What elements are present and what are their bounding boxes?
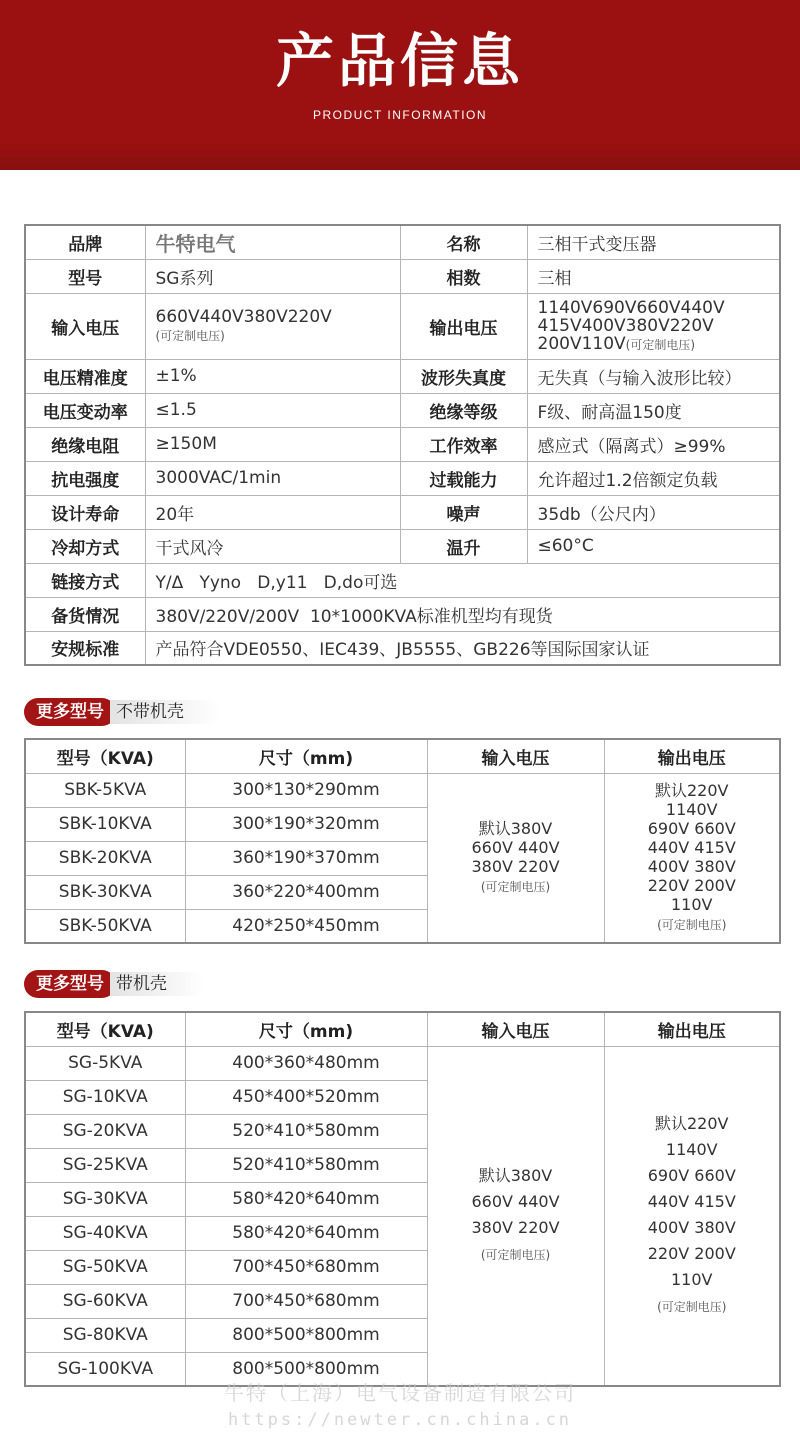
spec-value: 感应式（隔离式）≥99% (527, 427, 780, 461)
voltage-line: 220V 200V (647, 875, 736, 895)
voltage-line: 400V 380V (647, 856, 736, 876)
spec-value: 产品符合VDE0550、IEC439、JB5555、GB226等国际国家认证 (145, 631, 780, 665)
spec-key: 输入电压 (25, 293, 145, 359)
spec-row (25, 259, 780, 293)
custom-voltage-note: (可定制电压) (480, 1248, 551, 1263)
column-header: 尺寸（mm) (185, 739, 427, 773)
spec-row (25, 563, 780, 597)
table-row (25, 773, 780, 807)
spec-key: 温升 (400, 529, 527, 563)
model-cell: SG-25KVA (25, 1148, 185, 1182)
model-cell: SG-80KVA (25, 1318, 185, 1352)
spec-key: 品牌 (25, 225, 145, 259)
size-cell: 520*410*580mm (185, 1148, 427, 1182)
spec-value: 干式风冷 (145, 529, 400, 563)
model-table-with-case (24, 1011, 781, 1387)
size-cell: 400*360*480mm (185, 1046, 427, 1080)
spec-key: 冷却方式 (25, 529, 145, 563)
custom-voltage-note: (可定制电压) (155, 328, 225, 343)
spec-key: 链接方式 (25, 563, 145, 597)
spec-key: 波形失真度 (400, 359, 527, 393)
spec-value: 允许超过1.2倍额定负载 (527, 461, 780, 495)
spec-key: 绝缘等级 (400, 393, 527, 427)
spec-row (25, 461, 780, 495)
spec-table (24, 224, 781, 666)
voltage-line: 220V 200V (647, 1244, 736, 1264)
input-voltage-cell (427, 773, 604, 943)
model-cell: SG-5KVA (25, 1046, 185, 1080)
voltage-line: 660V 440V (471, 837, 560, 857)
page-subtitle: PRODUCT INFORMATION (312, 108, 488, 122)
spec-value: 无失真（与输入波形比较） (527, 359, 780, 393)
spec-key: 工作效率 (400, 427, 527, 461)
table-header-row (25, 1012, 780, 1046)
voltage-line: 默认220V (655, 780, 729, 800)
spec-row (25, 393, 780, 427)
model-table-no-case (24, 738, 781, 944)
spec-row (25, 225, 780, 259)
voltage-line: 380V 220V (471, 1218, 560, 1238)
voltage-line: 440V 415V (647, 837, 736, 857)
section-tag-no-case (24, 698, 222, 726)
spec-key: 安规标准 (25, 631, 145, 665)
column-header: 输入电压 (427, 1012, 604, 1046)
voltage-line: 380V 220V (471, 856, 560, 876)
spec-value: SG系列 (145, 259, 400, 293)
spec-value: F级、耐高温150度 (527, 393, 780, 427)
column-header: 输出电压 (604, 739, 780, 773)
size-cell: 800*500*800mm (185, 1318, 427, 1352)
spec-value: 380V/220V/200V 10*1000KVA标准机型均有现货 (145, 597, 780, 631)
page-title: 产品信息 (275, 27, 524, 95)
size-cell: 300*190*320mm (185, 807, 427, 841)
spec-key: 过载能力 (400, 461, 527, 495)
spec-key: 输出电压 (400, 293, 527, 359)
voltage-line: 440V 415V (647, 1192, 736, 1212)
model-cell: SG-100KVA (25, 1352, 185, 1386)
model-cell: SG-10KVA (25, 1080, 185, 1114)
spec-key: 型号 (25, 259, 145, 293)
spec-row (25, 293, 780, 359)
output-voltage-cell (604, 773, 780, 943)
spec-value (527, 293, 780, 359)
model-cell: SG-60KVA (25, 1284, 185, 1318)
section-label: 不带机壳 (110, 700, 222, 724)
model-cell: SBK-30KVA (25, 875, 185, 909)
table-row (25, 1046, 780, 1080)
size-cell: 580*420*640mm (185, 1182, 427, 1216)
voltage-line: 400V 380V (647, 1218, 736, 1238)
voltage-line: 690V 660V (647, 1166, 736, 1186)
model-cell: SBK-5KVA (25, 773, 185, 807)
model-cell: SG-50KVA (25, 1250, 185, 1284)
column-header: 输出电压 (604, 1012, 780, 1046)
size-cell: 520*410*580mm (185, 1114, 427, 1148)
banner-shadow (0, 140, 800, 170)
model-cell: SG-30KVA (25, 1182, 185, 1216)
voltage-line: 默认220V (655, 1114, 729, 1134)
spec-key: 设计寿命 (25, 495, 145, 529)
more-models-badge: 更多型号 (24, 970, 116, 998)
spec-value: Y/Δ Yyno D,y11 D,do可选 (145, 563, 780, 597)
spec-key: 名称 (400, 225, 527, 259)
size-cell: 700*450*680mm (185, 1284, 427, 1318)
column-header: 型号（KVA) (25, 739, 185, 773)
spec-row (25, 529, 780, 563)
voltage-line: 1140V (665, 1140, 718, 1160)
voltage-line: 660V 440V (471, 1192, 560, 1212)
spec-key: 噪声 (400, 495, 527, 529)
spec-key: 电压变动率 (25, 393, 145, 427)
spec-value: 三相 (527, 259, 780, 293)
spec-value: 三相干式变压器 (527, 225, 780, 259)
size-cell: 450*400*520mm (185, 1080, 427, 1114)
output-voltage-line: 1140V690V660V440V (537, 297, 725, 318)
output-voltage-line: 200V110V (537, 333, 626, 354)
size-cell: 580*420*640mm (185, 1216, 427, 1250)
input-voltage-cell (427, 1046, 604, 1386)
spec-key: 备货情况 (25, 597, 145, 631)
model-cell: SG-20KVA (25, 1114, 185, 1148)
column-header: 输入电压 (427, 739, 604, 773)
spec-value: ±1% (145, 359, 400, 393)
model-cell: SBK-20KVA (25, 841, 185, 875)
spec-value: 35db（公尺内） (527, 495, 780, 529)
model-cell: SBK-10KVA (25, 807, 185, 841)
voltage-line: 1140V (665, 799, 718, 819)
output-voltage-line: 415V400V380V220V (537, 315, 714, 336)
watermark-url: https://newter.cn.china.cn (227, 1410, 573, 1430)
input-voltage-text: 660V440V380V220V (155, 306, 332, 327)
size-cell: 800*500*800mm (185, 1352, 427, 1386)
model-cell: SBK-50KVA (25, 909, 185, 943)
section-tag-with-case (24, 970, 205, 998)
spec-key: 电压精准度 (25, 359, 145, 393)
table-header-row (25, 739, 780, 773)
custom-voltage-note: (可定制电压) (657, 1300, 727, 1315)
size-cell: 700*450*680mm (185, 1250, 427, 1284)
size-cell: 300*130*290mm (185, 773, 427, 807)
spec-value: 20年 (145, 495, 400, 529)
header-banner (0, 0, 800, 170)
spec-value: ≤1.5 (145, 393, 400, 427)
spec-row (25, 427, 780, 461)
spec-row (25, 359, 780, 393)
spec-value: ≥150M (145, 427, 400, 461)
size-cell: 360*190*370mm (185, 841, 427, 875)
spec-value: ≤60°C (527, 529, 780, 563)
model-cell: SG-40KVA (25, 1216, 185, 1250)
output-voltage-cell (604, 1046, 780, 1386)
voltage-line: 默认380V (478, 1166, 553, 1186)
spec-key: 相数 (400, 259, 527, 293)
voltage-line: 默认380V (478, 818, 553, 838)
brand-value: 牛特电气 (145, 225, 400, 259)
spec-row (25, 597, 780, 631)
spec-row (25, 495, 780, 529)
custom-voltage-note: (可定制电压) (625, 337, 696, 352)
spec-value (145, 293, 400, 359)
custom-voltage-note: (可定制电压) (657, 917, 727, 932)
more-models-badge: 更多型号 (24, 698, 116, 726)
section-label: 带机壳 (110, 972, 205, 996)
voltage-line: 110V (671, 1270, 713, 1290)
column-header: 型号（KVA) (25, 1012, 185, 1046)
spec-key: 绝缘电阻 (25, 427, 145, 461)
size-cell: 420*250*450mm (185, 909, 427, 943)
voltage-line: 690V 660V (647, 818, 736, 838)
spec-key: 抗电强度 (25, 461, 145, 495)
watermark-company: 牛特（上海）电气设备制造有限公司 (224, 1381, 576, 1405)
spec-value: 3000VAC/1min (145, 461, 400, 495)
spec-row (25, 631, 780, 665)
column-header: 尺寸（mm) (185, 1012, 427, 1046)
custom-voltage-note: (可定制电压) (480, 879, 551, 894)
voltage-line: 110V (671, 894, 713, 914)
size-cell: 360*220*400mm (185, 875, 427, 909)
